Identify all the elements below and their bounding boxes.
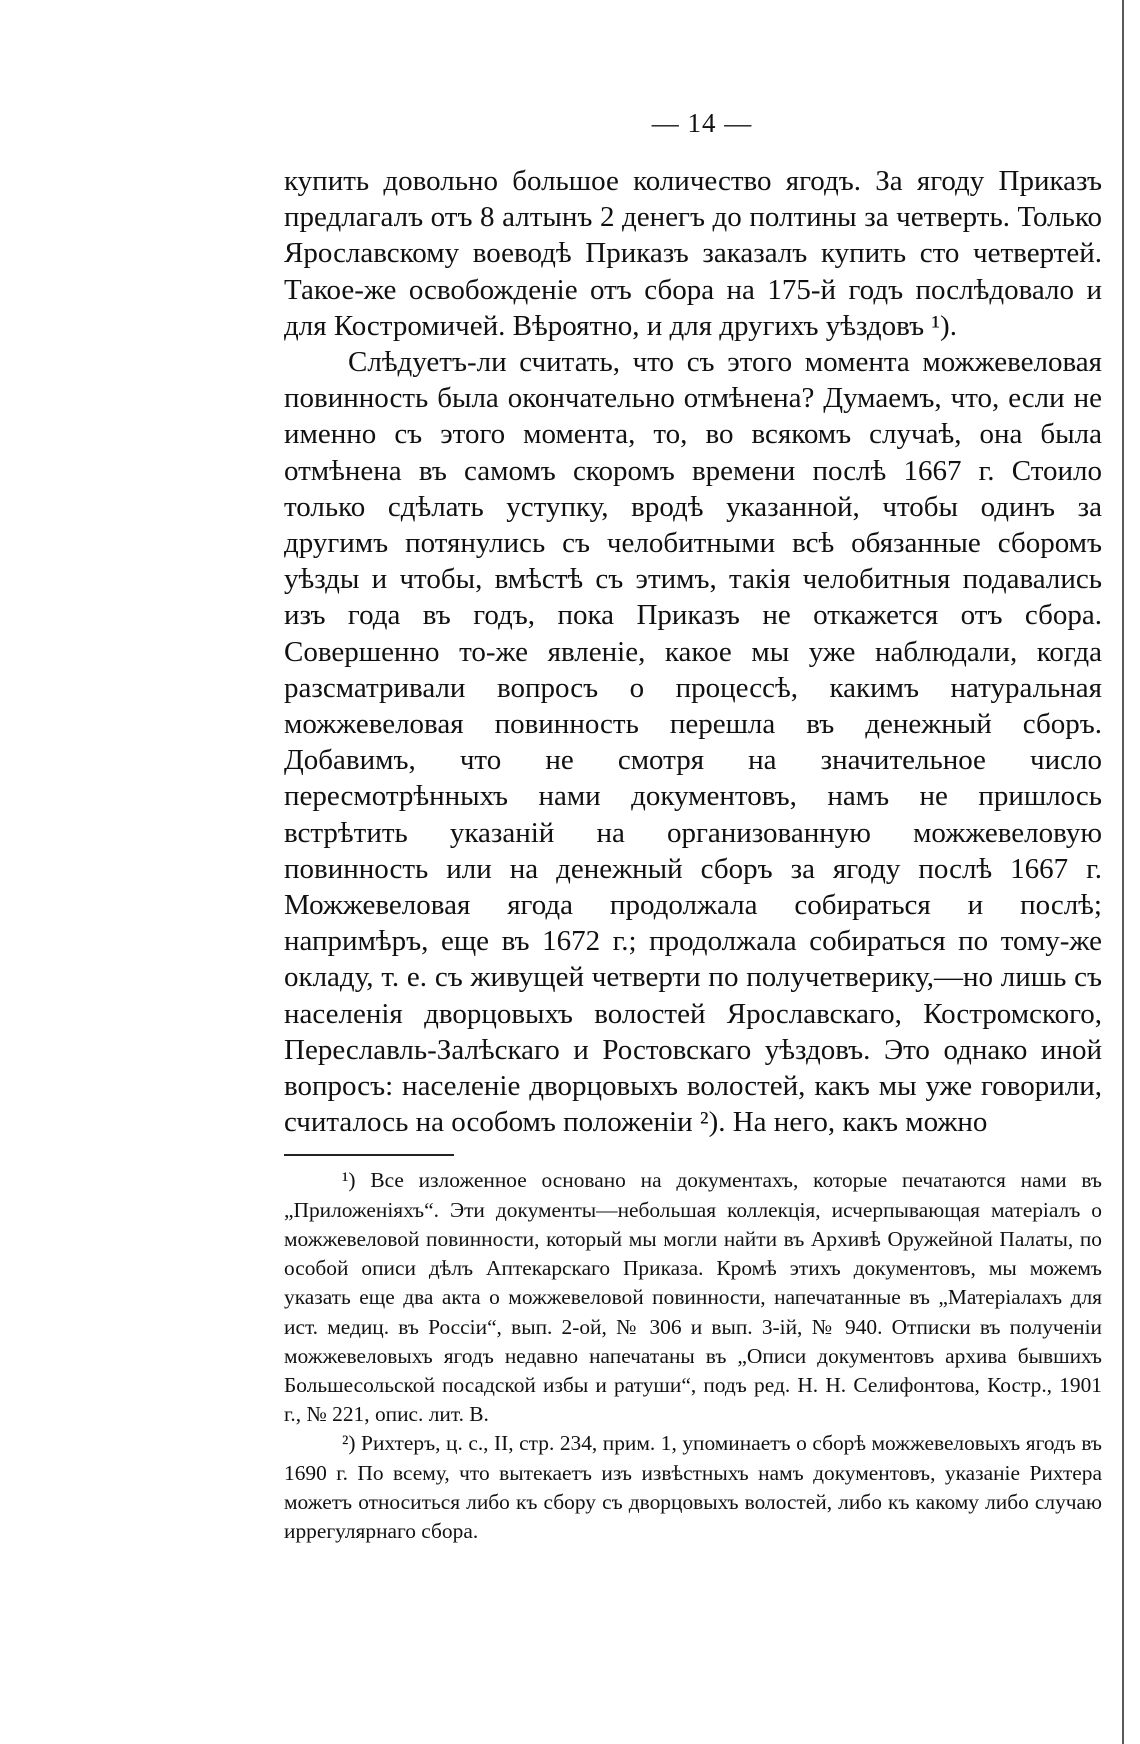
page-edge-line (1122, 0, 1124, 1744)
main-text (284, 163, 1102, 1140)
paragraph: Слѣдуетъ-ли считать, что съ этого момента можжевеловая повинность была окончательно отмѣнена? Думаемъ, что, если не именно съ этого момента, то, во всякомъ случаѣ, она была отмѣнена въ самомъ скоромъ времени послѣ 1667 г. Стоило только сдѣлать уступку, вродѣ указанной, чтобы одинъ за другимъ потянулись съ челобитными всѣ обязанные сборомъ уѣзды и чтобы, вмѣстѣ съ этимъ, такія челобитныя подавались изъ года въ годъ, пока Приказъ не откажется отъ сбора. Совершенно то-же явленіе, какое мы уже наблюдали, когда разсматривали вопросъ о процессѣ, какимъ натуральная можжевеловая повинность перешла въ денежный сборъ. Добавимъ, что не смотря на значительное число пересмотрѣнныхъ нами документовъ, намъ не пришлось встрѣтить указаній на организованную можжевеловую повинность или на денежный сборъ за ягоду послѣ 1667 г. Можжевеловая ягода продолжала собираться и послѣ; напримѣръ, еще въ 1672 г.; продолжала собираться по тому-же окладу, т. е. съ живущей четверти по получетверику,—но лишь съ населенія дворцовыхъ волостей Ярославскаго, Костромского, Переславль-Залѣскаго и Ростовскаго уѣздовъ. Это однако иной вопросъ: населеніе дворцовыхъ волостей, какъ мы уже говорили, считалось на особомъ положеніи ²). На него, какъ можно (284, 346, 1102, 1139)
book-page (284, 108, 1102, 1546)
paragraph-continuation: купить довольно большое количество ягодъ. За ягоду Приказъ предлагалъ отъ 8 алтынъ 2 денегъ до полтины за четверть. Только Ярославскому воеводѣ Приказъ заказалъ купить сто четвертей. Такое-же освобожденіе отъ сбора на 175-й годъ послѣдовало и для Костромичей. Вѣроятно, и для другихъ уѣздовъ ¹). (284, 165, 1102, 342)
footnote-1: ¹) Все изложенное основано на документахъ, которые печатаются нами въ „Приложеніяхъ“. Эти документы—небольшая коллекція, исчерпывающая матеріалъ о можжевеловой повинности, который мы могли найти въ Архивѣ Оружейной Палаты, по особой описи дѣлъ Аптекарскаго Приказа. Кромѣ этихъ документовъ, мы можемъ указать еще два акта о можжевеловой повинности, напечатанные въ „Матеріалахъ для ист. медиц. въ Россіи“, вып. 2-ой, № 306 и вып. 3-ій, № 940. Отписки въ полученіи можжевеловыхъ ягодъ недавно напечатаны въ „Описи документовъ архива бывшихъ Большесольской посадской избы и ратуши“, подъ ред. Н. Н. Селифонтова, Костр., 1901 г., № 221, опис. лит. В. (284, 1168, 1102, 1427)
footnote-divider (284, 1154, 454, 1156)
page-number: — 14 — (651, 108, 753, 138)
footnote-2: ²) Рихтеръ, ц. с., II, стр. 234, прим. 1, упоминаетъ о сборѣ можжевеловыхъ ягодъ въ 1690 г. По всему, что вытекаетъ изъ извѣстныхъ намъ документовъ, указаніе Рихтера можетъ относиться либо къ сбору съ дворцовыхъ волостей, либо къ какому либо случаю иррегулярнаго сбора. (284, 1431, 1102, 1543)
footnotes (284, 1166, 1102, 1546)
